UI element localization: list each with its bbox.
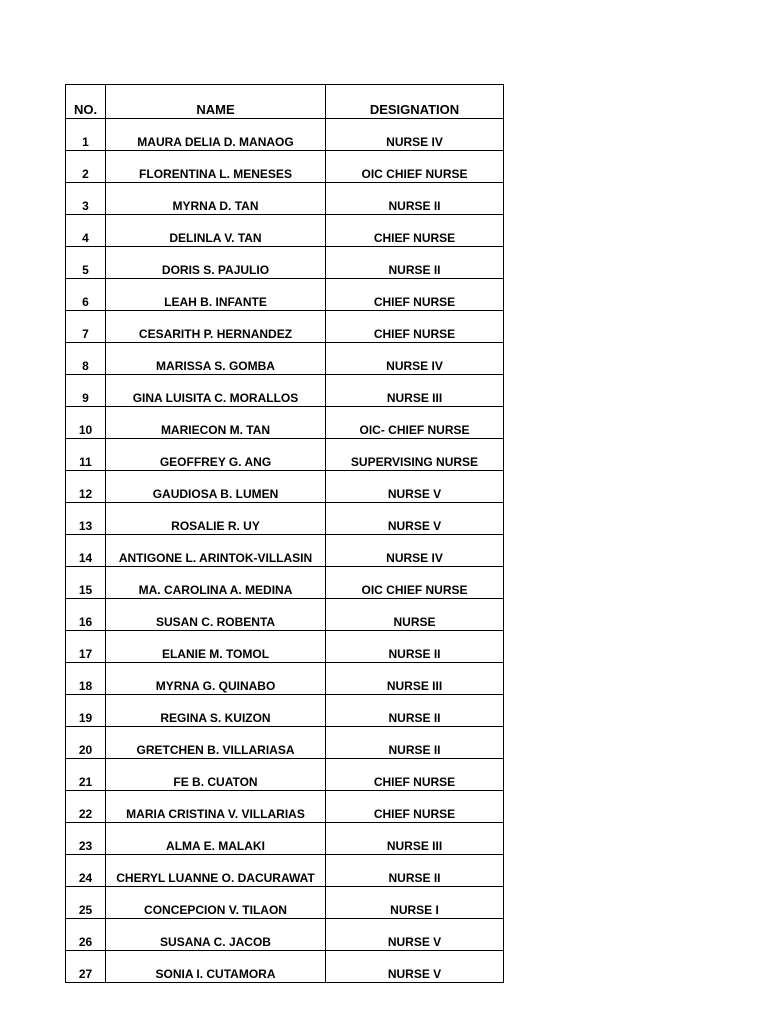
- cell-no: 4: [66, 215, 106, 247]
- header-no: NO.: [66, 85, 106, 119]
- table-row: [66, 247, 504, 279]
- table-row: [66, 503, 504, 535]
- table-row: [66, 119, 504, 151]
- cell-designation: NURSE IV: [326, 343, 504, 375]
- cell-no: 18: [66, 663, 106, 695]
- table-row: [66, 343, 504, 375]
- cell-no: 7: [66, 311, 106, 343]
- cell-name: DELINLA V. TAN: [106, 215, 326, 247]
- cell-no: 22: [66, 791, 106, 823]
- header-designation: DESIGNATION: [326, 85, 504, 119]
- cell-name: DORIS S. PAJULIO: [106, 247, 326, 279]
- cell-designation: OIC- CHIEF NURSE: [326, 407, 504, 439]
- cell-no: 23: [66, 823, 106, 855]
- cell-name: MARISSA S. GOMBA: [106, 343, 326, 375]
- table-row: [66, 151, 504, 183]
- cell-name: GAUDIOSA B. LUMEN: [106, 471, 326, 503]
- cell-no: 14: [66, 535, 106, 567]
- cell-designation: SUPERVISING NURSE: [326, 439, 504, 471]
- cell-no: 3: [66, 183, 106, 215]
- table-row: [66, 663, 504, 695]
- cell-designation: NURSE II: [326, 247, 504, 279]
- cell-no: 16: [66, 599, 106, 631]
- cell-designation: NURSE II: [326, 183, 504, 215]
- table-row: [66, 215, 504, 247]
- cell-designation: NURSE II: [326, 631, 504, 663]
- cell-no: 19: [66, 695, 106, 727]
- cell-name: MYRNA D. TAN: [106, 183, 326, 215]
- cell-designation: CHIEF NURSE: [326, 279, 504, 311]
- table-row: [66, 631, 504, 663]
- cell-name: MAURA DELIA D. MANAOG: [106, 119, 326, 151]
- table-row: [66, 823, 504, 855]
- cell-designation: OIC CHIEF NURSE: [326, 151, 504, 183]
- cell-designation: NURSE V: [326, 919, 504, 951]
- header-row: [66, 85, 504, 119]
- cell-designation: OIC CHIEF NURSE: [326, 567, 504, 599]
- cell-name: GINA LUISITA C. MORALLOS: [106, 375, 326, 407]
- cell-name: CESARITH P. HERNANDEZ: [106, 311, 326, 343]
- cell-no: 26: [66, 919, 106, 951]
- cell-designation: NURSE II: [326, 855, 504, 887]
- table-row: [66, 951, 504, 983]
- cell-no: 5: [66, 247, 106, 279]
- cell-name: FLORENTINA L. MENESES: [106, 151, 326, 183]
- cell-designation: NURSE IV: [326, 535, 504, 567]
- cell-designation: NURSE II: [326, 695, 504, 727]
- cell-name: MYRNA G. QUINABO: [106, 663, 326, 695]
- cell-name: GRETCHEN B. VILLARIASA: [106, 727, 326, 759]
- table-row: [66, 279, 504, 311]
- cell-designation: CHIEF NURSE: [326, 791, 504, 823]
- cell-no: 27: [66, 951, 106, 983]
- cell-name: ALMA E. MALAKI: [106, 823, 326, 855]
- table-row: [66, 375, 504, 407]
- table-row: [66, 759, 504, 791]
- cell-designation: NURSE: [326, 599, 504, 631]
- cell-name: REGINA S. KUIZON: [106, 695, 326, 727]
- cell-name: FE B. CUATON: [106, 759, 326, 791]
- cell-no: 17: [66, 631, 106, 663]
- cell-no: 24: [66, 855, 106, 887]
- cell-no: 21: [66, 759, 106, 791]
- cell-name: CONCEPCION V. TILAON: [106, 887, 326, 919]
- cell-no: 12: [66, 471, 106, 503]
- cell-name: ROSALIE R. UY: [106, 503, 326, 535]
- cell-no: 11: [66, 439, 106, 471]
- cell-designation: NURSE IV: [326, 119, 504, 151]
- cell-designation: NURSE III: [326, 663, 504, 695]
- cell-name: MARIA CRISTINA V. VILLARIAS: [106, 791, 326, 823]
- cell-designation: CHIEF NURSE: [326, 311, 504, 343]
- header-name: NAME: [106, 85, 326, 119]
- cell-name: SONIA I. CUTAMORA: [106, 951, 326, 983]
- cell-designation: CHIEF NURSE: [326, 759, 504, 791]
- cell-designation: NURSE I: [326, 887, 504, 919]
- table-row: [66, 695, 504, 727]
- cell-no: 10: [66, 407, 106, 439]
- cell-name: SUSAN C. ROBENTA: [106, 599, 326, 631]
- cell-designation: NURSE III: [326, 375, 504, 407]
- table-row: [66, 727, 504, 759]
- cell-designation: NURSE V: [326, 503, 504, 535]
- cell-designation: NURSE II: [326, 727, 504, 759]
- cell-designation: NURSE III: [326, 823, 504, 855]
- table-row: [66, 887, 504, 919]
- cell-no: 13: [66, 503, 106, 535]
- cell-no: 2: [66, 151, 106, 183]
- table-row: [66, 311, 504, 343]
- cell-name: GEOFFREY G. ANG: [106, 439, 326, 471]
- cell-name: MA. CAROLINA A. MEDINA: [106, 567, 326, 599]
- cell-no: 6: [66, 279, 106, 311]
- table-row: [66, 855, 504, 887]
- table-row: [66, 407, 504, 439]
- cell-designation: CHIEF NURSE: [326, 215, 504, 247]
- cell-no: 15: [66, 567, 106, 599]
- cell-name: ELANIE M. TOMOL: [106, 631, 326, 663]
- cell-designation: NURSE V: [326, 471, 504, 503]
- table-row: [66, 567, 504, 599]
- cell-no: 1: [66, 119, 106, 151]
- nurse-roster-table: [65, 84, 504, 983]
- table-row: [66, 535, 504, 567]
- table-row: [66, 599, 504, 631]
- cell-name: ANTIGONE L. ARINTOK-VILLASIN: [106, 535, 326, 567]
- cell-no: 9: [66, 375, 106, 407]
- table-row: [66, 439, 504, 471]
- cell-name: CHERYL LUANNE O. DACURAWAT: [106, 855, 326, 887]
- cell-designation: NURSE V: [326, 951, 504, 983]
- roster-body: [66, 119, 504, 983]
- table-row: [66, 183, 504, 215]
- cell-no: 8: [66, 343, 106, 375]
- cell-name: MARIECON M. TAN: [106, 407, 326, 439]
- cell-no: 20: [66, 727, 106, 759]
- cell-no: 25: [66, 887, 106, 919]
- table-row: [66, 471, 504, 503]
- table-row: [66, 919, 504, 951]
- cell-name: SUSANA C. JACOB: [106, 919, 326, 951]
- cell-name: LEAH B. INFANTE: [106, 279, 326, 311]
- table-row: [66, 791, 504, 823]
